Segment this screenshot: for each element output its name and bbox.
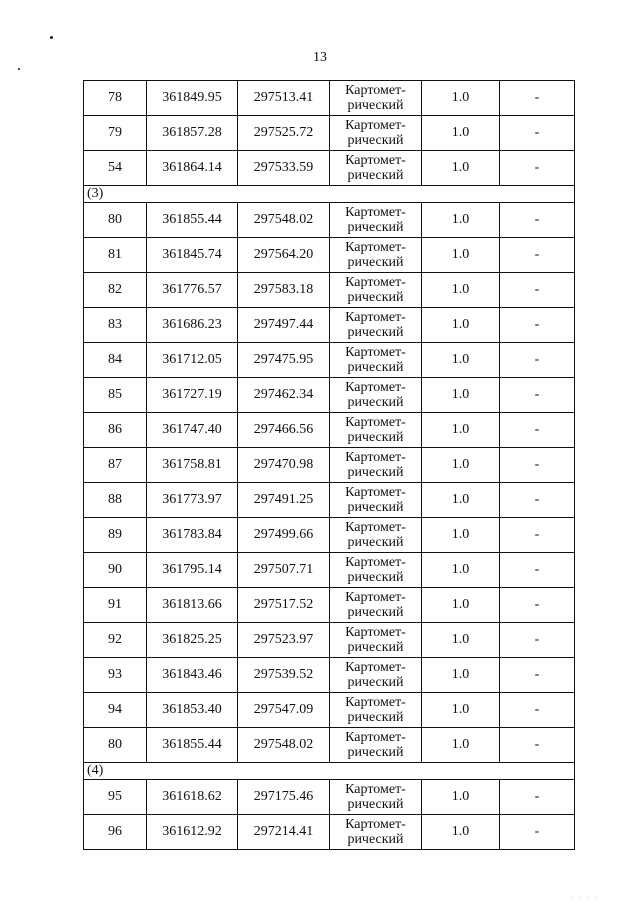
accuracy-cell: 1.0	[422, 780, 500, 815]
method-cell	[330, 413, 422, 448]
section-label: (4)	[84, 763, 575, 780]
method-line-2: рический	[347, 570, 404, 585]
note-cell: -	[500, 728, 575, 763]
x-coordinate-cell: 361825.25	[147, 623, 238, 658]
note-cell: -	[500, 378, 575, 413]
scan-artifact: · · · ·	[570, 894, 599, 902]
method-line-2: рический	[347, 535, 404, 550]
method-cell	[330, 116, 422, 151]
note-cell: -	[500, 658, 575, 693]
y-coordinate-cell: 297462.34	[238, 378, 330, 413]
table-row	[84, 588, 575, 623]
point-number-cell: 96	[84, 815, 147, 850]
note-cell: -	[500, 588, 575, 623]
y-coordinate-cell: 297513.41	[238, 81, 330, 116]
accuracy-cell: 1.0	[422, 378, 500, 413]
method-cell	[330, 658, 422, 693]
method-cell	[330, 483, 422, 518]
accuracy-cell: 1.0	[422, 203, 500, 238]
table-row	[84, 238, 575, 273]
x-coordinate-cell: 361773.97	[147, 483, 238, 518]
table-row	[84, 203, 575, 238]
accuracy-cell: 1.0	[422, 238, 500, 273]
accuracy-cell: 1.0	[422, 343, 500, 378]
method-line-2: рический	[347, 500, 404, 515]
method-line-1: Картомет-	[345, 782, 406, 797]
table-row	[84, 623, 575, 658]
table-row	[84, 413, 575, 448]
accuracy-cell: 1.0	[422, 623, 500, 658]
x-coordinate-cell: 361783.84	[147, 518, 238, 553]
table-row	[84, 81, 575, 116]
x-coordinate-cell: 361857.28	[147, 116, 238, 151]
point-number-cell: 88	[84, 483, 147, 518]
accuracy-cell: 1.0	[422, 518, 500, 553]
method-line-2: рический	[347, 430, 404, 445]
y-coordinate-cell: 297491.25	[238, 483, 330, 518]
y-coordinate-cell: 297564.20	[238, 238, 330, 273]
y-coordinate-cell: 297548.02	[238, 203, 330, 238]
table-row	[84, 483, 575, 518]
point-number-cell: 81	[84, 238, 147, 273]
note-cell: -	[500, 780, 575, 815]
y-coordinate-cell: 297539.52	[238, 658, 330, 693]
point-number-cell: 94	[84, 693, 147, 728]
table-row	[84, 518, 575, 553]
x-coordinate-cell: 361758.81	[147, 448, 238, 483]
method-line-2: рический	[347, 605, 404, 620]
point-number-cell: 80	[84, 203, 147, 238]
method-line-1: Картомет-	[345, 590, 406, 605]
y-coordinate-cell: 297507.71	[238, 553, 330, 588]
x-coordinate-cell: 361849.95	[147, 81, 238, 116]
method-cell	[330, 518, 422, 553]
note-cell: -	[500, 448, 575, 483]
scan-speck	[50, 36, 53, 39]
method-line-1: Картомет-	[345, 310, 406, 325]
y-coordinate-cell: 297466.56	[238, 413, 330, 448]
accuracy-cell: 1.0	[422, 81, 500, 116]
x-coordinate-cell: 361864.14	[147, 151, 238, 186]
note-cell: -	[500, 693, 575, 728]
method-cell	[330, 81, 422, 116]
note-cell: -	[500, 623, 575, 658]
method-cell	[330, 623, 422, 658]
method-line-1: Картомет-	[345, 625, 406, 640]
note-cell: -	[500, 116, 575, 151]
y-coordinate-cell: 297533.59	[238, 151, 330, 186]
table-row	[84, 116, 575, 151]
method-line-2: рический	[347, 255, 404, 270]
method-line-1: Картомет-	[345, 380, 406, 395]
note-cell: -	[500, 483, 575, 518]
method-cell	[330, 203, 422, 238]
point-number-cell: 54	[84, 151, 147, 186]
note-cell: -	[500, 203, 575, 238]
point-number-cell: 95	[84, 780, 147, 815]
method-line-2: рический	[347, 640, 404, 655]
method-line-1: Картомет-	[345, 695, 406, 710]
x-coordinate-cell: 361727.19	[147, 378, 238, 413]
point-number-cell: 87	[84, 448, 147, 483]
note-cell: -	[500, 81, 575, 116]
point-number-cell: 89	[84, 518, 147, 553]
method-line-2: рический	[347, 797, 404, 812]
table-row	[84, 815, 575, 850]
x-coordinate-cell: 361618.62	[147, 780, 238, 815]
note-cell: -	[500, 815, 575, 850]
point-number-cell: 83	[84, 308, 147, 343]
point-number-cell: 79	[84, 116, 147, 151]
coordinates-table-body	[84, 81, 575, 850]
table-row	[84, 553, 575, 588]
accuracy-cell: 1.0	[422, 151, 500, 186]
table-row	[84, 780, 575, 815]
section-header-row	[84, 763, 575, 780]
y-coordinate-cell: 297175.46	[238, 780, 330, 815]
note-cell: -	[500, 308, 575, 343]
y-coordinate-cell: 297547.09	[238, 693, 330, 728]
table-row	[84, 728, 575, 763]
method-cell	[330, 378, 422, 413]
y-coordinate-cell: 297525.72	[238, 116, 330, 151]
method-line-2: рический	[347, 710, 404, 725]
point-number-cell: 90	[84, 553, 147, 588]
x-coordinate-cell: 361795.14	[147, 553, 238, 588]
method-line-1: Картомет-	[345, 730, 406, 745]
method-line-1: Картомет-	[345, 205, 406, 220]
method-line-2: рический	[347, 675, 404, 690]
x-coordinate-cell: 361776.57	[147, 273, 238, 308]
point-number-cell: 91	[84, 588, 147, 623]
table-row	[84, 273, 575, 308]
method-line-1: Картомет-	[345, 240, 406, 255]
page-number: 13	[313, 50, 327, 65]
method-cell	[330, 780, 422, 815]
method-line-2: рический	[347, 832, 404, 847]
x-coordinate-cell: 361845.74	[147, 238, 238, 273]
accuracy-cell: 1.0	[422, 308, 500, 343]
method-cell	[330, 238, 422, 273]
y-coordinate-cell: 297517.52	[238, 588, 330, 623]
x-coordinate-cell: 361712.05	[147, 343, 238, 378]
method-cell	[330, 343, 422, 378]
accuracy-cell: 1.0	[422, 693, 500, 728]
table-row	[84, 308, 575, 343]
method-line-1: Картомет-	[345, 450, 406, 465]
table-row	[84, 658, 575, 693]
table-row	[84, 693, 575, 728]
method-line-2: рический	[347, 745, 404, 760]
x-coordinate-cell: 361747.40	[147, 413, 238, 448]
x-coordinate-cell: 361855.44	[147, 728, 238, 763]
note-cell: -	[500, 151, 575, 186]
section-label: (3)	[84, 186, 575, 203]
accuracy-cell: 1.0	[422, 116, 500, 151]
method-line-2: рический	[347, 465, 404, 480]
y-coordinate-cell: 297499.66	[238, 518, 330, 553]
accuracy-cell: 1.0	[422, 448, 500, 483]
point-number-cell: 80	[84, 728, 147, 763]
method-cell	[330, 553, 422, 588]
x-coordinate-cell: 361686.23	[147, 308, 238, 343]
method-cell	[330, 815, 422, 850]
method-cell	[330, 728, 422, 763]
point-number-cell: 93	[84, 658, 147, 693]
method-line-2: рический	[347, 168, 404, 183]
accuracy-cell: 1.0	[422, 728, 500, 763]
table-row	[84, 343, 575, 378]
accuracy-cell: 1.0	[422, 815, 500, 850]
method-line-1: Картомет-	[345, 118, 406, 133]
method-line-1: Картомет-	[345, 520, 406, 535]
point-number-cell: 86	[84, 413, 147, 448]
y-coordinate-cell: 297497.44	[238, 308, 330, 343]
y-coordinate-cell: 297523.97	[238, 623, 330, 658]
method-line-1: Картомет-	[345, 555, 406, 570]
point-number-cell: 78	[84, 81, 147, 116]
note-cell: -	[500, 343, 575, 378]
method-line-1: Картомет-	[345, 83, 406, 98]
method-line-2: рический	[347, 98, 404, 113]
note-cell: -	[500, 273, 575, 308]
method-cell	[330, 448, 422, 483]
method-line-1: Картомет-	[345, 415, 406, 430]
method-line-2: рический	[347, 325, 404, 340]
method-line-1: Картомет-	[345, 817, 406, 832]
accuracy-cell: 1.0	[422, 413, 500, 448]
method-line-1: Картомет-	[345, 660, 406, 675]
y-coordinate-cell: 297548.02	[238, 728, 330, 763]
point-number-cell: 82	[84, 273, 147, 308]
method-cell	[330, 151, 422, 186]
point-number-cell: 92	[84, 623, 147, 658]
note-cell: -	[500, 518, 575, 553]
method-line-2: рический	[347, 395, 404, 410]
method-line-1: Картомет-	[345, 275, 406, 290]
section-header-row	[84, 186, 575, 203]
table-row	[84, 448, 575, 483]
x-coordinate-cell: 361843.46	[147, 658, 238, 693]
accuracy-cell: 1.0	[422, 588, 500, 623]
y-coordinate-cell: 297214.41	[238, 815, 330, 850]
accuracy-cell: 1.0	[422, 483, 500, 518]
y-coordinate-cell: 297583.18	[238, 273, 330, 308]
point-number-cell: 84	[84, 343, 147, 378]
method-line-2: рический	[347, 290, 404, 305]
method-cell	[330, 308, 422, 343]
method-line-1: Картомет-	[345, 345, 406, 360]
accuracy-cell: 1.0	[422, 553, 500, 588]
method-line-1: Картомет-	[345, 485, 406, 500]
scan-speck	[18, 68, 20, 70]
x-coordinate-cell: 361612.92	[147, 815, 238, 850]
method-cell	[330, 588, 422, 623]
method-cell	[330, 273, 422, 308]
point-number-cell: 85	[84, 378, 147, 413]
method-line-2: рический	[347, 360, 404, 375]
accuracy-cell: 1.0	[422, 658, 500, 693]
coordinates-table	[83, 80, 575, 850]
method-cell	[330, 693, 422, 728]
note-cell: -	[500, 238, 575, 273]
method-line-2: рический	[347, 133, 404, 148]
x-coordinate-cell: 361853.40	[147, 693, 238, 728]
y-coordinate-cell: 297475.95	[238, 343, 330, 378]
accuracy-cell: 1.0	[422, 273, 500, 308]
method-line-1: Картомет-	[345, 153, 406, 168]
table-row	[84, 151, 575, 186]
x-coordinate-cell: 361855.44	[147, 203, 238, 238]
note-cell: -	[500, 553, 575, 588]
note-cell: -	[500, 413, 575, 448]
method-line-2: рический	[347, 220, 404, 235]
x-coordinate-cell: 361813.66	[147, 588, 238, 623]
y-coordinate-cell: 297470.98	[238, 448, 330, 483]
table-row	[84, 378, 575, 413]
